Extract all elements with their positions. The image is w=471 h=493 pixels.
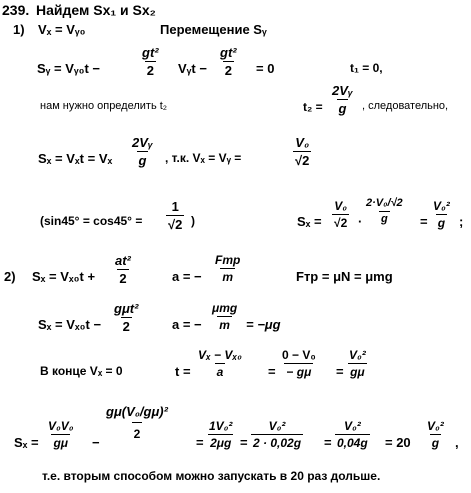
t2-den: g bbox=[338, 101, 347, 116]
final-f6-den: g bbox=[431, 436, 440, 450]
tk-text: , т.к. Vₓ = Vᵧ = bbox=[165, 151, 242, 165]
eq-sx-lhs: Sₓ = Vₓt = Vₓ bbox=[38, 151, 113, 166]
eq-vx-vy0: Vₓ = Vᵧ₀ bbox=[38, 22, 86, 37]
p2-sx-den: 2 bbox=[119, 271, 127, 286]
t-f2-den: − gμ bbox=[286, 365, 312, 379]
movement-label: Перемещение Sᵧ bbox=[160, 22, 267, 37]
t2-fraction bbox=[330, 84, 355, 115]
sx2-f3-den: g bbox=[437, 216, 446, 230]
p2-a-lhs: a = − bbox=[172, 269, 202, 284]
t-f3-den: gμ bbox=[350, 365, 365, 379]
final-f1 bbox=[46, 420, 75, 449]
p2-a-fraction bbox=[213, 254, 242, 283]
eq-sy-num: gt² bbox=[142, 45, 159, 60]
final-f2-num: gμ(V₀/gμ)² bbox=[106, 404, 168, 419]
p2-sx-fraction bbox=[113, 254, 133, 285]
eq-sy-lhs: Sᵧ = Vᵧ₀t − bbox=[37, 61, 101, 76]
eq-sx-num: 2Vᵧ bbox=[132, 135, 153, 150]
p2-sx-lhs: Sₓ = Vₓ₀t + bbox=[32, 269, 96, 284]
sx2-f1 bbox=[332, 200, 349, 229]
eq-vyt-rhs: = 0 bbox=[256, 61, 275, 76]
final-end: , bbox=[455, 435, 459, 450]
sx2-f2 bbox=[364, 198, 405, 225]
sx2-f2-num: 2·V₀/√2 bbox=[366, 197, 403, 209]
tk-den: √2 bbox=[295, 153, 310, 168]
sin-num: 1 bbox=[171, 199, 179, 214]
conclusion-text: т.е. вторым способом можно запускать в 20 раз дольше. bbox=[42, 469, 381, 483]
final-f4-den: 2 · 0,02g bbox=[253, 436, 302, 450]
final-f5-den: 0,04g bbox=[337, 436, 368, 450]
sx2-f2-den: g bbox=[380, 213, 388, 225]
final-eq2: = bbox=[240, 435, 248, 450]
t-f3-num: V₀² bbox=[349, 348, 366, 362]
t2-num: 2Vᵧ bbox=[332, 83, 353, 98]
need-text: нам нужно определить t₂ bbox=[40, 100, 168, 112]
p2-sx-num: at² bbox=[115, 253, 131, 268]
final-eq3: = bbox=[324, 435, 332, 450]
sx2-end: ; bbox=[459, 214, 464, 229]
t-eq1: = bbox=[268, 364, 276, 379]
eq-sx-fraction bbox=[130, 136, 155, 167]
final-f6-num: V₀² bbox=[427, 419, 444, 433]
final-f1-den: gμ bbox=[53, 436, 69, 450]
t-f2 bbox=[280, 349, 318, 378]
t-f1-num: Vₓ − Vₓ₀ bbox=[198, 348, 242, 362]
p2-sx2-den: 2 bbox=[122, 319, 130, 334]
sin-left: (sin45° = cos45° = bbox=[40, 214, 143, 228]
eq-sy-den: 2 bbox=[146, 63, 154, 78]
tk-num: V₀ bbox=[295, 135, 310, 150]
problem-number: 239. bbox=[2, 2, 30, 18]
eq-sx-den: g bbox=[138, 153, 147, 168]
t-eq2: = bbox=[336, 364, 344, 379]
sx2-f3-num: V₀² bbox=[433, 199, 450, 213]
eq-vyt-lhs: Vᵧt − bbox=[178, 61, 207, 76]
eq-vyt-num: gt² bbox=[220, 45, 237, 60]
eq-sy-fraction bbox=[140, 46, 161, 77]
p2-a2-den: m bbox=[219, 318, 230, 332]
final-lhs: Sₓ = bbox=[14, 435, 39, 450]
tk-fraction bbox=[293, 136, 311, 167]
sx2-f1-den: √2 bbox=[334, 216, 348, 230]
p2-ftr: Fтр = μN = μmg bbox=[296, 269, 393, 284]
part1-label: 1) bbox=[13, 22, 25, 37]
p2-a2-rhs: = −μg bbox=[246, 317, 281, 332]
t2-lhs: t₂ = bbox=[303, 100, 323, 114]
final-f2 bbox=[104, 405, 170, 440]
p2-a-den: m bbox=[222, 270, 233, 284]
t2-after: , следовательно, bbox=[362, 100, 449, 112]
t1-value: t₁ = 0, bbox=[350, 61, 383, 75]
sx2-lhs: Sₓ = bbox=[297, 214, 322, 229]
final-f4-num: V₀² bbox=[268, 419, 286, 433]
sx2-f1-num: V₀ bbox=[334, 199, 347, 213]
final-f3 bbox=[207, 420, 234, 449]
t-f3 bbox=[347, 349, 368, 378]
sin-right: ) bbox=[191, 214, 195, 228]
t-lhs: t = bbox=[175, 364, 191, 379]
t-f2-num: 0 − V₀ bbox=[282, 348, 316, 362]
final-f3-den: 2μg bbox=[210, 436, 232, 450]
p2-a-num: Fтр bbox=[215, 253, 241, 267]
final-f2-den: 2 bbox=[132, 422, 143, 440]
final-f3-num: 1V₀² bbox=[209, 419, 233, 433]
part2-label: 2) bbox=[4, 269, 16, 284]
p2-a2-num: μmg bbox=[212, 301, 238, 315]
final-f5-num: V₀² bbox=[343, 419, 361, 433]
sx2-eq: = bbox=[420, 214, 428, 229]
t-f1 bbox=[196, 349, 244, 378]
eq-vyt-fraction bbox=[218, 46, 239, 77]
sx2-f3 bbox=[431, 200, 452, 229]
p2-sx2-lhs: Sₓ = Vₓ₀t − bbox=[38, 317, 102, 332]
p2-a2-lhs: a = − bbox=[172, 317, 202, 332]
final-f4 bbox=[251, 420, 303, 449]
t-f1-den: a bbox=[216, 365, 224, 379]
final-eq4: = 20 bbox=[385, 435, 411, 450]
sx2-dot: · bbox=[358, 214, 363, 229]
p2-sx2-num: gμt² bbox=[114, 301, 139, 316]
final-f5 bbox=[335, 420, 370, 449]
eq-vyt-den: 2 bbox=[224, 63, 232, 78]
sin-den: √2 bbox=[168, 217, 183, 232]
sin-fraction bbox=[166, 200, 184, 231]
p2-a2-fraction bbox=[210, 302, 239, 331]
final-eq1: = bbox=[196, 435, 204, 450]
final-minus: − bbox=[92, 435, 100, 450]
final-f1-num: V₀V₀ bbox=[48, 419, 74, 433]
end-text: В конце Vₓ = 0 bbox=[40, 364, 123, 378]
problem-title: Найдем Sx₁ и Sx₂ bbox=[36, 2, 156, 18]
final-f6 bbox=[425, 420, 446, 449]
p2-sx2-fraction bbox=[112, 302, 140, 333]
